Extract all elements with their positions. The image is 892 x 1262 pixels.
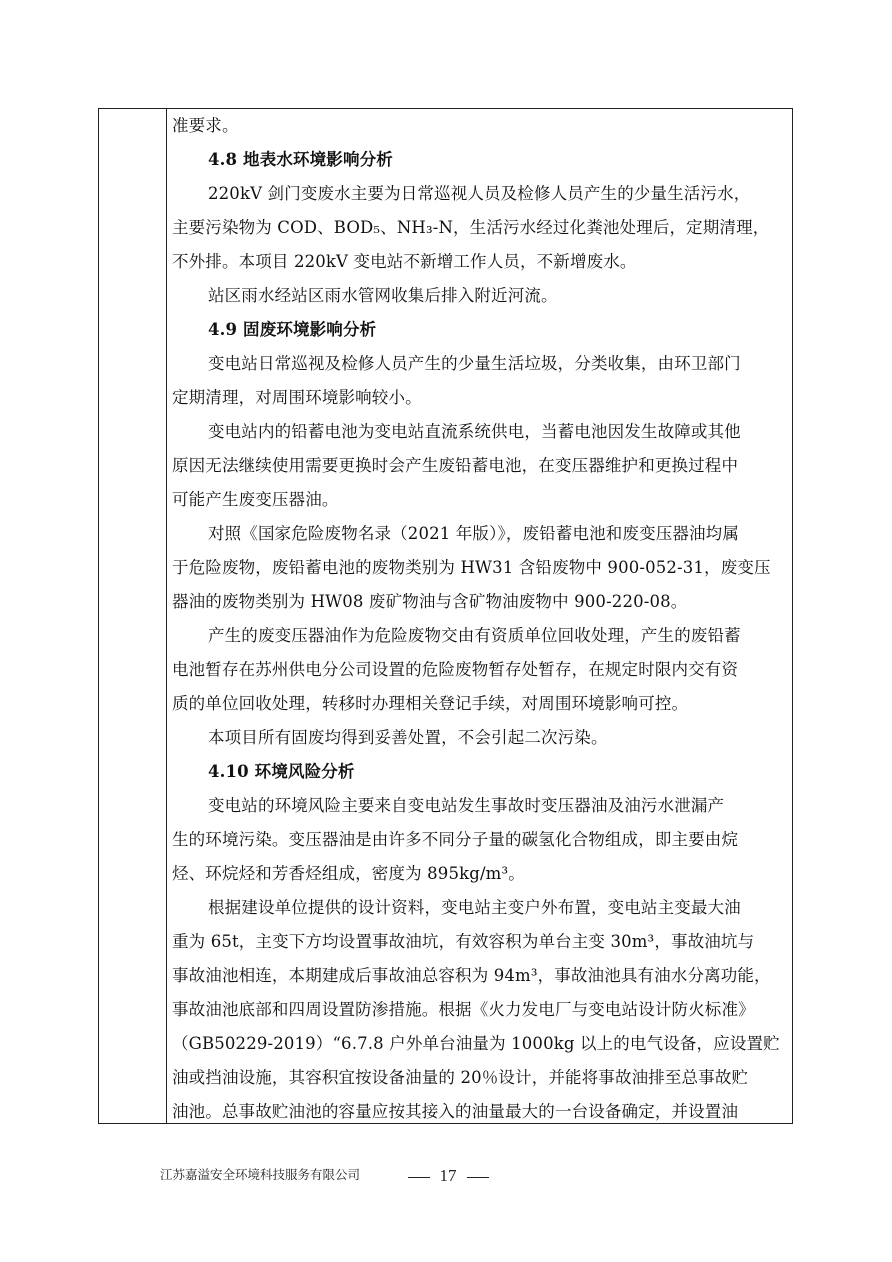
paragraph-line: 站区雨水经站区雨水管网收集后排入附近河流。 — [208, 286, 558, 305]
paragraph-line: 于危险废物，废铅蓄电池的废物类别为 HW31 含铅废物中 900-052-31，废变压 — [172, 558, 771, 577]
paragraph-line: 变电站的环境风险主要来自变电站发生事故时变压器油及油污水泄漏产 — [208, 796, 725, 815]
paragraph-line: 质的单位回收处理，转移时办理相关登记手续，对周围环境影响可控。 — [172, 694, 689, 713]
paragraph-line: 重为 65t，主变下方均设置事故油坑，有效容积为单台主变 30m³，事故油坑与 — [172, 932, 755, 951]
paragraph-line: 定期清理，对周围环境影响较小。 — [172, 388, 422, 407]
paragraph-line: 电池暂存在苏州供电分公司设置的危险废物暂存处暂存，在规定时限内交有资 — [172, 660, 739, 679]
paragraph-line: 器油的废物类别为 HW08 废矿物油与含矿物油废物中 900-220-08。 — [172, 592, 688, 611]
paragraph-line: 烃、环烷烃和芳香烃组成，密度为 895kg/m³。 — [172, 864, 525, 883]
footer-company: 江苏嘉溢安全环境科技服务有限公司 — [160, 1167, 361, 1182]
section-heading: 4.8 地表水环境影响分析 — [208, 150, 393, 169]
paragraph-line: 可能产生废变压器油。 — [172, 490, 339, 509]
paragraph-line: 本项目所有固废均得到妥善处置，不会引起二次污染。 — [208, 728, 608, 747]
right-dash — [467, 1177, 489, 1178]
document-body — [172, 109, 784, 1129]
paragraph-line: 变电站日常巡视及检修人员产生的少量生活垃圾，分类收集，由环卫部门 — [208, 354, 741, 373]
page-number-block — [400, 1166, 496, 1186]
paragraph-line: 原因无法继续使用需要更换时会产生废铅蓄电池，在变压器维护和更换过程中 — [172, 456, 739, 475]
paragraph-line: 油池。总事故贮油池的容量应按其接入的油量最大的一台设备确定，并设置油 — [172, 1102, 739, 1121]
paragraph-line: 不外排。本项目 220kV 变电站不新增工作人员，不新增废水。 — [172, 252, 637, 271]
content-table — [98, 108, 793, 1124]
paragraph-line: 主要污染物为 COD、BOD₅、NH₃-N，生活污水经过化粪池处理后，定期清理， — [172, 218, 770, 237]
paragraph-line: 产生的废变压器油作为危险废物交由有资质单位回收处理，产生的废铅蓄 — [208, 626, 741, 645]
paragraph-line: 油或挡油设施，其容积宜按设备油量的 20％设计，并能将事故油排至总事故贮 — [172, 1068, 749, 1087]
paragraph-line: 准要求。 — [172, 116, 239, 135]
paragraph-line: 对照《国家危险废物名录（2021 年版）》，废铅蓄电池和废变压器油均属 — [208, 524, 739, 543]
paragraph-line: 220kV 剑门变废水主要为日常巡视人员及检修人员产生的少量生活污水， — [208, 184, 751, 203]
paragraph-line: 根据建设单位提供的设计资料，变电站主变户外布置，变电站主变最大油 — [208, 898, 741, 917]
page-number: 17 — [439, 1166, 457, 1185]
section-heading: 4.10 环境风险分析 — [208, 762, 355, 781]
section-heading: 4.9 固废环境影响分析 — [208, 320, 377, 339]
paragraph-line: 变电站内的铅蓄电池为变电站直流系统供电，当蓄电池因发生故障或其他 — [208, 422, 741, 441]
paragraph-line: 生的环境污染。变压器油是由许多不同分子量的碳氢化合物组成，即主要由烷 — [172, 830, 739, 849]
paragraph-line: 事故油池底部和四周设置防渗措施。根据《火力发电厂与变电站设计防火标准》 — [172, 1000, 755, 1019]
table-left-column — [99, 109, 167, 1123]
paragraph-line: 事故油池相连，本期建成后事故油总容积为 94m³，事故油池具有油水分离功能， — [172, 966, 771, 985]
left-dash — [408, 1177, 430, 1178]
paragraph-line: （GB50229-2019）“6.7.8 户外单台油量为 1000kg 以上的电气设备，应设置贮 — [172, 1034, 780, 1053]
